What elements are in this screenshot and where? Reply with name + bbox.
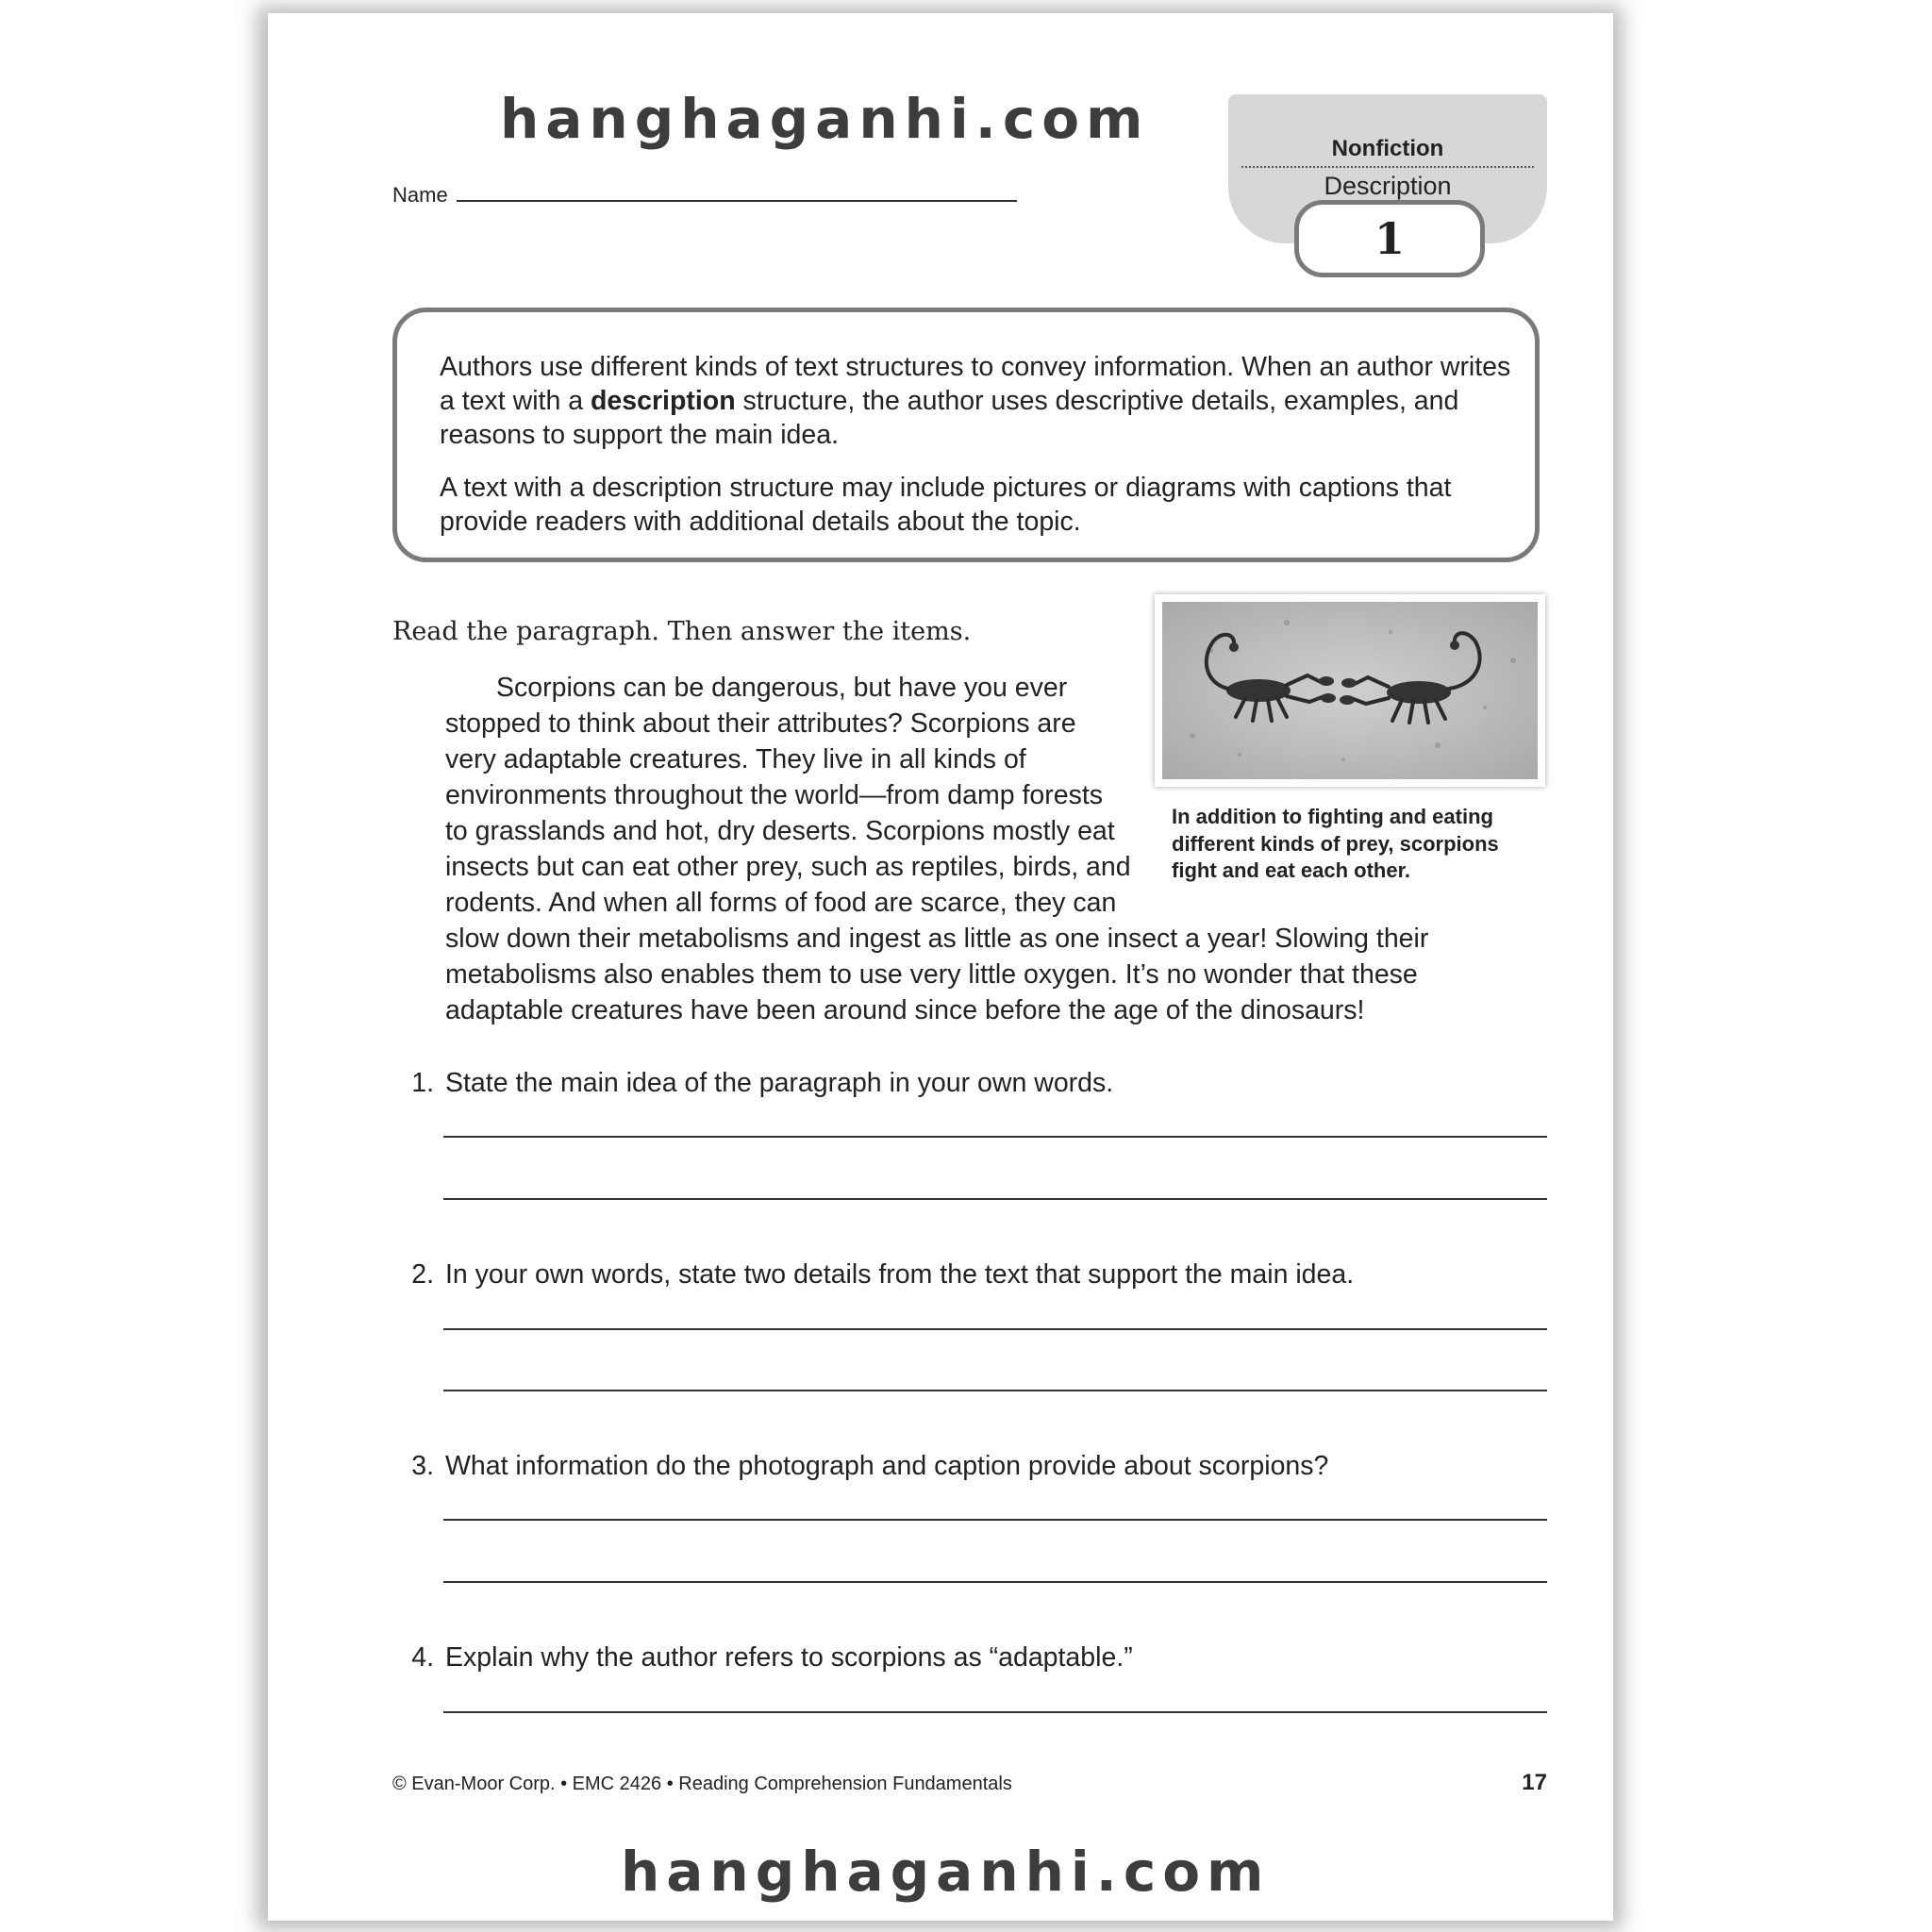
- answer-line[interactable]: [443, 1328, 1547, 1330]
- question-text: What information do the photograph and caption provide about scorpions?: [445, 1451, 1329, 1481]
- paragraph-line: metabolisms also enables them to use very little oxygen. It’s no wonder that these: [445, 959, 1418, 990]
- watermark-top: hanghaganhi.com: [500, 87, 1150, 151]
- paragraph-line: rodents. And when all forms of food are scarce, they can: [445, 888, 1117, 918]
- tab-divider: [1241, 166, 1534, 168]
- answer-line[interactable]: [443, 1519, 1547, 1521]
- name-line: [457, 200, 1017, 202]
- paragraph-line: Scorpions can be dangerous, but have you ever: [496, 673, 1068, 703]
- question-number: 4.: [411, 1642, 434, 1673]
- worksheet-page: [268, 13, 1613, 1921]
- name-label: Name: [392, 183, 448, 207]
- photo-caption: In addition to fighting and eating different kinds of prey, scorpions fight and eat each other.: [1172, 805, 1499, 882]
- paragraph-line: to grasslands and hot, dry deserts. Scorpions mostly eat: [445, 816, 1115, 846]
- question-text: State the main idea of the paragraph in your own words.: [445, 1068, 1114, 1098]
- lesson-number-badge: 1: [1294, 200, 1485, 277]
- paragraph-line: stopped to think about their attributes? Scorpions are: [445, 708, 1076, 739]
- answer-line[interactable]: [443, 1581, 1547, 1583]
- info-paragraph-1: Authors use different kinds of text structures to convey information. When an author writes a text with a description structure, the author uses descriptive details, examples, and reasons to support the main idea.: [440, 352, 1511, 450]
- question-number: 2.: [411, 1259, 434, 1290]
- question-number: 1.: [411, 1068, 434, 1098]
- question-number: 3.: [411, 1451, 434, 1481]
- tab-category: Nonfiction: [1331, 136, 1444, 161]
- question-text: In your own words, state two details from the text that support the main idea.: [445, 1259, 1355, 1290]
- answer-line[interactable]: [443, 1136, 1547, 1138]
- info-paragraph-2: A text with a description structure may include pictures or diagrams with captions that provide readers with additional details about the topic.: [440, 473, 1452, 537]
- scorpion-photo: [1155, 594, 1545, 787]
- page-number: 17: [1522, 1770, 1547, 1795]
- paragraph-line: environments throughout the world—from damp forests: [445, 780, 1103, 810]
- question-text: Explain why the author refers to scorpions as “adaptable.”: [445, 1642, 1133, 1673]
- info-box: [392, 308, 1540, 562]
- paragraph-line: slow down their metabolisms and ingest as little as one insect a year! Slowing their: [445, 924, 1429, 954]
- paragraph-line: adaptable creatures have been around since before the age of the dinosaurs!: [445, 995, 1365, 1025]
- paragraph-line: insects but can eat other prey, such as reptiles, birds, and: [445, 852, 1131, 882]
- watermark-bottom: hanghaganhi.com: [621, 1840, 1271, 1904]
- answer-line[interactable]: [443, 1390, 1547, 1391]
- paragraph-line: very adaptable creatures. They live in all kinds of: [445, 744, 1026, 774]
- answer-line[interactable]: [443, 1198, 1547, 1200]
- tab-topic: Description: [1324, 172, 1452, 200]
- bold-term: description: [591, 386, 736, 416]
- answer-line[interactable]: [443, 1711, 1547, 1713]
- footer-credit: © Evan-Moor Corp. • EMC 2426 • Reading Comprehension Fundamentals: [392, 1774, 1012, 1794]
- instructions: Read the paragraph. Then answer the items.: [392, 617, 972, 646]
